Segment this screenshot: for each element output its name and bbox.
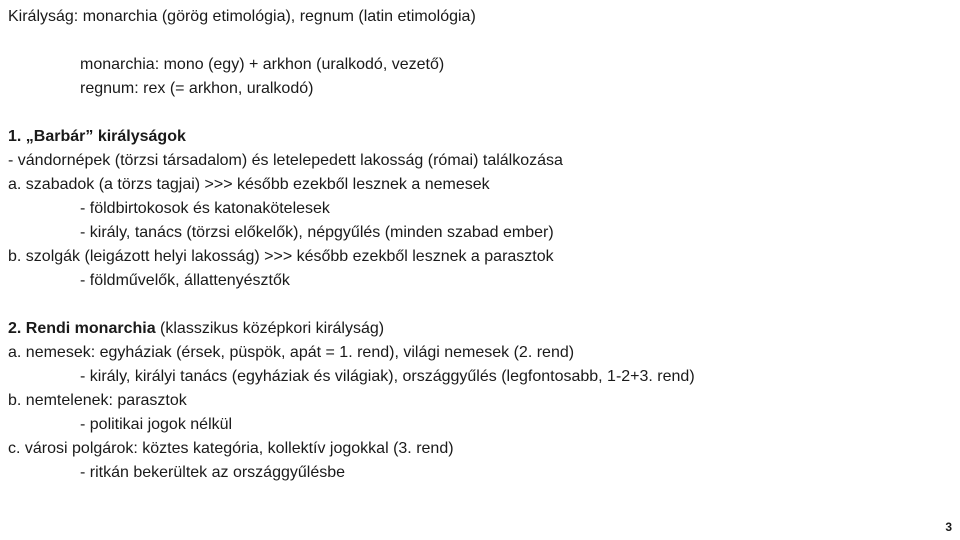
section2-heading-rest: (klasszikus középkori királyság)	[155, 320, 385, 337]
page-number: 3	[945, 520, 952, 534]
section1-line: - földművelők, állattenyésztők	[80, 272, 290, 289]
slide-title: Királyság: monarchia (görög etimológia), regnum (latin etimológia)	[8, 8, 476, 25]
section2-line: - király, királyi tanács (egyháziak és világiak), országgyűlés (legfontosabb, 1-2+3. rend)	[80, 368, 695, 385]
etymology-monarchia: monarchia: mono (egy) + arkhon (uralkodó, vezető)	[80, 56, 445, 73]
etymology-regnum: regnum: rex (= arkhon, uralkodó)	[80, 80, 314, 97]
section2-line: a. nemesek: egyháziak (érsek, püspök, apát = 1. rend), világi nemesek (2. rend)	[8, 344, 575, 361]
section1-line: a. szabadok (a törzs tagjai) >>> később ezekből lesznek a nemesek	[8, 176, 490, 193]
section2-heading	[8, 317, 384, 341]
section2-heading-bold: 2. Rendi monarchia	[8, 320, 156, 337]
section2-line: c. városi polgárok: köztes kategória, kollektív jogokkal (3. rend)	[8, 440, 454, 457]
section1-heading: 1. „Barbár” királyságok	[8, 128, 186, 145]
section1-line: - földbirtokosok és katonakötelesek	[80, 200, 330, 217]
section2-line: - politikai jogok nélkül	[80, 416, 233, 433]
section2-line: b. nemtelenek: parasztok	[8, 392, 187, 409]
section1-line: b. szolgák (leigázott helyi lakosság) >>> később ezekből lesznek a parasztok	[8, 248, 554, 265]
section1-line: - vándornépek (törzsi társadalom) és letelepedett lakosság (római) találkozása	[8, 152, 563, 169]
section2-line: - ritkán bekerültek az országgyűlésbe	[80, 464, 346, 481]
section1-line: - király, tanács (törzsi előkelők), népgyűlés (minden szabad ember)	[80, 224, 554, 241]
